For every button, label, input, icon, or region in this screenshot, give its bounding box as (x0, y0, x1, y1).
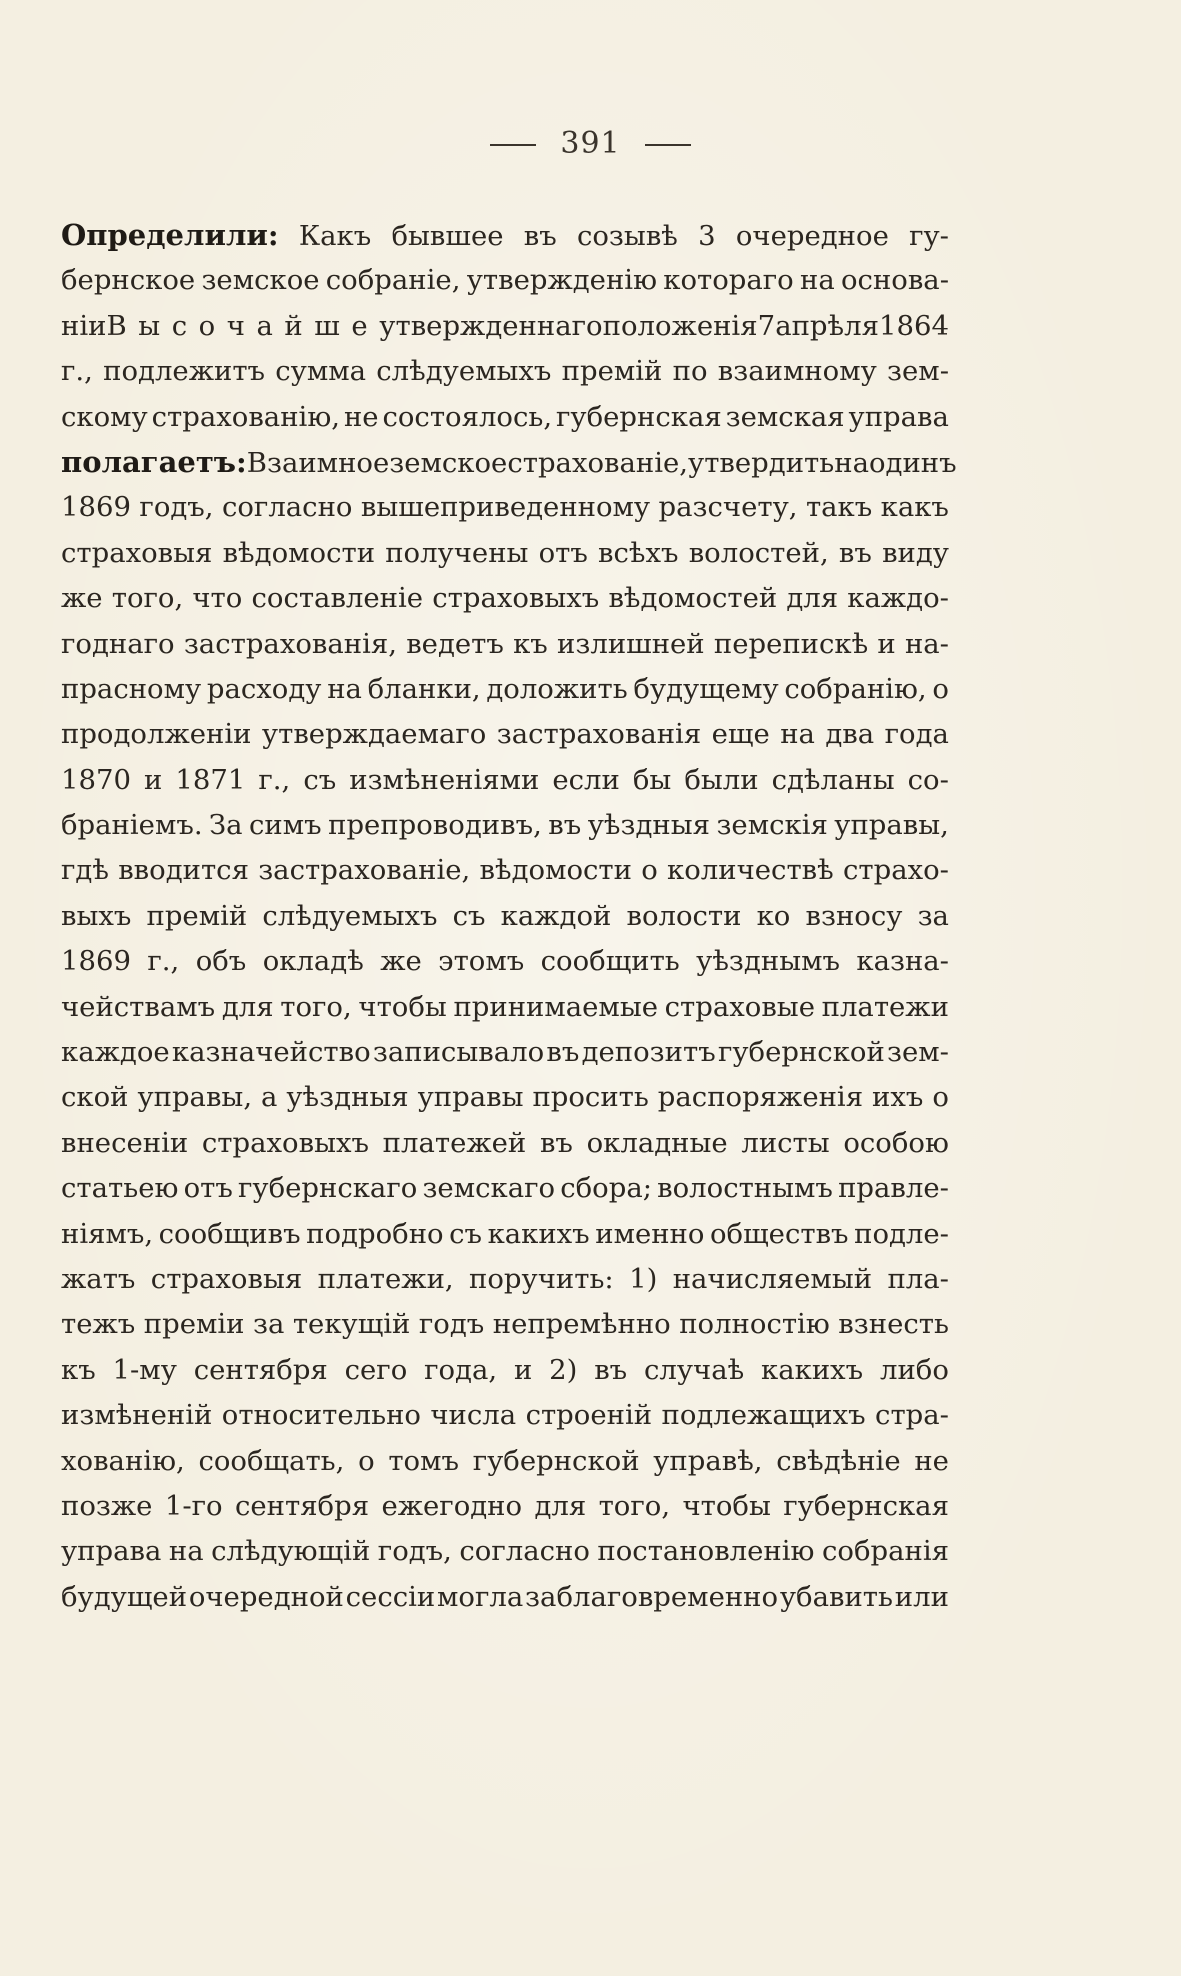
word: на- (904, 627, 949, 660)
word: полагаетъ: (61, 444, 247, 479)
word: ежегодно (381, 1489, 523, 1522)
word: на (168, 1535, 204, 1568)
text-line (61, 1121, 949, 1166)
word: для (534, 1489, 587, 1522)
word: въ (523, 220, 557, 252)
body-text (61, 213, 957, 1620)
word: годнаго (61, 627, 175, 660)
word: о (932, 672, 949, 705)
word: уѣздныя (587, 809, 710, 842)
word: премій (561, 355, 663, 388)
word: всѣхъ (598, 536, 679, 569)
text-line (61, 1484, 949, 1529)
word: составленіе (251, 582, 424, 615)
word: текущій (292, 1308, 411, 1341)
text-line (61, 440, 957, 485)
text-line (61, 848, 949, 893)
word: именно (595, 1217, 705, 1250)
word: утвержденію (466, 264, 658, 297)
word: вѣдомости (222, 536, 376, 569)
word: вѣдомости (479, 854, 632, 887)
text-line (61, 712, 949, 757)
word: случаѣ (644, 1353, 745, 1386)
word: получены (385, 536, 529, 569)
word: слѣдуемыхъ (376, 355, 552, 388)
word: апрѣля (775, 309, 879, 342)
word: относительно (221, 1399, 421, 1432)
word: сего (344, 1353, 408, 1386)
word: могла (437, 1580, 524, 1613)
text-line (61, 1257, 949, 1302)
word: ко (756, 899, 791, 932)
word: ведетъ (406, 627, 504, 660)
word: доложить (486, 672, 628, 705)
word: жатъ (61, 1262, 136, 1295)
word: ской (61, 1081, 129, 1114)
text-line (61, 1575, 949, 1620)
text-line (61, 1393, 949, 1438)
word: того, (111, 582, 184, 615)
word: расходу (206, 672, 322, 705)
word: положенія (602, 309, 758, 342)
word: бернское (61, 264, 196, 297)
word: года, (424, 1353, 498, 1386)
word: Взаимное (246, 446, 390, 479)
word: въ (838, 536, 872, 569)
word: того, (598, 1489, 671, 1522)
text-line (61, 531, 949, 576)
word: симъ (249, 809, 322, 842)
word: платежей (382, 1126, 527, 1159)
word: количествѣ (667, 854, 834, 887)
word: что (192, 582, 243, 615)
word: страховыя (150, 1262, 303, 1295)
word: либо (879, 1353, 949, 1386)
word: 1869 (61, 945, 131, 978)
word: страховыя (61, 536, 213, 569)
word: для (221, 990, 274, 1023)
word: управа (61, 1535, 162, 1568)
word: заблаговременно (525, 1580, 779, 1613)
word: котораго (663, 264, 794, 297)
text-line (61, 758, 949, 803)
word: препроводивъ, (328, 809, 542, 842)
text-line (61, 622, 949, 667)
word: страхо- (842, 854, 949, 887)
word: продолженіи (61, 718, 252, 751)
word: уѣзднымъ (696, 945, 840, 978)
word: томъ (388, 1444, 460, 1477)
word: были (684, 763, 759, 796)
word: особою (843, 1126, 949, 1159)
word: подле- (854, 1217, 949, 1250)
word: на (780, 718, 815, 751)
word: 1864 (878, 309, 949, 342)
word: за (917, 899, 949, 932)
word: такъ (805, 491, 873, 524)
word: каждой (500, 899, 612, 932)
word: годъ, (139, 491, 214, 524)
word: объ (195, 945, 247, 978)
word: платежи (821, 990, 949, 1023)
word: того, (280, 990, 352, 1023)
word: и (513, 1353, 533, 1386)
word: преміи (143, 1308, 245, 1341)
word: со- (907, 763, 949, 796)
word: измѣненій (61, 1399, 213, 1432)
word: распоряженія (657, 1081, 864, 1114)
word: премій (146, 899, 248, 932)
word: же (380, 945, 422, 978)
word: созывѣ (576, 220, 678, 252)
word: губернской (717, 1036, 885, 1069)
text-line (61, 576, 949, 621)
text-line (61, 304, 949, 349)
word: зем- (887, 355, 949, 388)
word: ніямъ, (61, 1217, 154, 1250)
text-line (61, 485, 949, 530)
word: браніемъ. (61, 809, 203, 842)
word: убавить (779, 1580, 893, 1613)
word: въ (546, 1036, 580, 1069)
word: утвердить (688, 446, 835, 479)
word: еще (711, 718, 770, 751)
word: страховыхъ (432, 582, 600, 615)
word: какъ (880, 491, 949, 524)
word: ихъ (872, 1081, 924, 1114)
word: подробно (306, 1217, 444, 1250)
word: прасному (61, 672, 202, 705)
word: страхованіе, (507, 446, 689, 479)
text-line (61, 258, 949, 303)
word: слѣдуемыхъ (262, 899, 438, 932)
word: въ (539, 1126, 573, 1159)
word: земское (201, 264, 320, 297)
word: виду (882, 536, 949, 569)
word: гдѣ (61, 854, 109, 887)
word: страховые (664, 990, 815, 1023)
word: управы, (137, 1081, 253, 1114)
word: очередной (188, 1580, 344, 1613)
word: уѣздныя (286, 1081, 409, 1114)
word: 2) (549, 1353, 578, 1386)
word: не (343, 400, 379, 433)
word: бланки, (367, 672, 481, 705)
word: отъ (183, 1172, 233, 1205)
word: Какъ (298, 220, 372, 252)
word: числа (430, 1399, 517, 1432)
word: отъ (538, 536, 588, 569)
word: собранія (821, 1535, 949, 1568)
word: поручить: (469, 1262, 614, 1295)
text-line (61, 939, 949, 984)
word: годъ, (377, 1535, 452, 1568)
word: согласно (459, 1535, 590, 1568)
word: волости (626, 899, 742, 932)
word: сообщать, (198, 1444, 345, 1477)
word: собранію, (784, 672, 927, 705)
word: волостнымъ (657, 1172, 833, 1205)
word: земскія (716, 809, 828, 842)
word: земскаго (422, 1172, 556, 1205)
word: разсчету, (658, 491, 798, 524)
word: а (261, 1081, 278, 1114)
word: застрахованія, (183, 627, 397, 660)
word: г., (61, 355, 93, 388)
word: чействамъ (61, 990, 216, 1023)
word: вводится (118, 854, 249, 887)
word: о (932, 1081, 949, 1114)
word: измѣненіями (349, 763, 540, 796)
word: земское (389, 446, 508, 479)
word: 1-му (112, 1353, 177, 1386)
word: Определили: (61, 218, 279, 252)
word: по (672, 355, 708, 388)
word: будущему (633, 672, 779, 705)
word: 1869 (61, 491, 131, 524)
word: вышеприведенному (360, 491, 651, 524)
word: 3 (698, 220, 716, 252)
word: 1) (629, 1262, 658, 1295)
word: губернская (556, 400, 722, 433)
word: управы, (834, 809, 949, 842)
word: волостей, (688, 536, 829, 569)
word: съ (303, 763, 337, 796)
word: свѣдѣніе (776, 1444, 901, 1477)
word: же (61, 582, 103, 615)
text-line (61, 395, 949, 440)
word: утвержденнаго (379, 309, 603, 342)
word: казна- (856, 945, 949, 978)
word: окладные (586, 1126, 728, 1159)
page-number: 391 (560, 126, 621, 161)
word: сентября (234, 1489, 370, 1522)
word: страховыхъ (201, 1126, 369, 1159)
word: За (209, 809, 243, 842)
word: статьею (61, 1172, 179, 1205)
word: будущей (61, 1580, 188, 1613)
word: если (552, 763, 620, 796)
word: каждо- (847, 582, 949, 615)
word: о (641, 854, 658, 887)
word: застрахованія (496, 718, 702, 751)
text-line (61, 667, 949, 712)
word: взнесть (838, 1308, 949, 1341)
word: и (144, 763, 163, 796)
word: строеній (525, 1399, 653, 1432)
word: управы (417, 1081, 524, 1114)
word: скому (61, 400, 148, 433)
word: бывшее (391, 220, 504, 252)
word: года (884, 718, 949, 751)
word: каждое (61, 1036, 170, 1069)
word: внесеніи (61, 1126, 189, 1159)
text-line (61, 1212, 949, 1257)
word: губернскаго (237, 1172, 418, 1205)
word: сбора; (560, 1172, 652, 1205)
word: застрахованіе, (258, 854, 471, 887)
word: г., (147, 945, 180, 978)
page-number-header (0, 126, 1181, 161)
word: сообщить (540, 945, 680, 978)
word: подлежитъ (103, 355, 266, 388)
word: съ (449, 1217, 483, 1250)
word: какихъ (487, 1217, 590, 1250)
word: земская (725, 400, 845, 433)
word: взносу (805, 899, 903, 932)
word: губернской (472, 1444, 640, 1477)
text-line (61, 985, 949, 1030)
word: на (800, 264, 835, 297)
word: собраніе, (325, 264, 461, 297)
right-dash (645, 144, 691, 146)
word: въ (548, 809, 582, 842)
word: два (825, 718, 875, 751)
word: чтобы (682, 1489, 771, 1522)
word: чтобы (358, 990, 447, 1023)
word: губернская (783, 1489, 949, 1522)
word: для (786, 582, 839, 615)
word: очередное (735, 220, 889, 252)
word: 1-го (164, 1489, 223, 1522)
word: о (358, 1444, 375, 1477)
word: на (327, 672, 362, 705)
word: начисляемый (672, 1262, 873, 1295)
word: выхъ (61, 899, 132, 932)
word: согласно (221, 491, 353, 524)
text-line (61, 1529, 949, 1574)
word: основа- (840, 264, 949, 297)
word: за (252, 1308, 285, 1341)
left-dash (490, 144, 536, 146)
word: г., (258, 763, 291, 796)
text-line (61, 213, 949, 258)
word: постановленію (597, 1535, 815, 1568)
word: хованію, (61, 1444, 185, 1477)
text-line (61, 1030, 949, 1075)
word: сообщивъ (158, 1217, 301, 1250)
text-line (61, 349, 949, 394)
word: полностію (679, 1308, 830, 1341)
text-line (61, 803, 949, 848)
word: взаимному (717, 355, 877, 388)
text-line (61, 1439, 949, 1484)
text-line (61, 1302, 949, 1347)
word: страхованію, (151, 400, 341, 433)
word: гу- (909, 220, 949, 252)
word: принимаемые (453, 990, 658, 1023)
text-line (61, 1166, 949, 1211)
word: сдѣланы (771, 763, 895, 796)
word: на (834, 446, 869, 479)
word: и (877, 627, 896, 660)
word: слѣдующій (211, 1535, 371, 1568)
word: годъ (418, 1308, 485, 1341)
word: Высочайше (106, 309, 380, 342)
text-line (61, 1348, 949, 1393)
word: управа (848, 400, 949, 433)
word: къ (61, 1353, 96, 1386)
word: не (914, 1444, 949, 1477)
word: обществъ (710, 1217, 849, 1250)
word: 7 (757, 309, 776, 342)
word: въ (594, 1353, 628, 1386)
word: управѣ, (653, 1444, 763, 1477)
word: сессіи (345, 1580, 436, 1613)
word: непремѣнно (492, 1308, 671, 1341)
word: 1870 (61, 763, 131, 796)
word: или (894, 1580, 949, 1613)
word: правле- (838, 1172, 949, 1205)
word: зем- (887, 1036, 949, 1069)
word: 1871 (175, 763, 246, 796)
word: излишней (557, 627, 705, 660)
word: одинъ (868, 446, 957, 479)
word: просить (532, 1081, 649, 1114)
text-line (61, 894, 949, 939)
word: ніи (61, 309, 107, 342)
word: листы (741, 1126, 830, 1159)
word: съ (452, 899, 486, 932)
word: сентября (193, 1353, 328, 1386)
word: записывало (372, 1036, 545, 1069)
word: состоялось, (382, 400, 553, 433)
word: какихъ (761, 1353, 864, 1386)
word: сумма (275, 355, 367, 388)
word: вѣдомостей (608, 582, 778, 615)
word: утверждаемаго (261, 718, 487, 751)
word: казначейство (171, 1036, 371, 1069)
word: подлежащихъ (661, 1399, 866, 1432)
word: позже (61, 1489, 153, 1522)
word: этомъ (438, 945, 525, 978)
word: окладѣ (262, 945, 364, 978)
word: стра- (875, 1399, 949, 1432)
word: къ (513, 627, 548, 660)
word: перепискѣ (713, 627, 869, 660)
word: депозитъ (581, 1036, 716, 1069)
word: бы (632, 763, 672, 796)
word: платежи, (317, 1262, 454, 1295)
word: тежъ (61, 1308, 136, 1341)
text-line (61, 1075, 949, 1120)
word: пла- (887, 1262, 949, 1295)
